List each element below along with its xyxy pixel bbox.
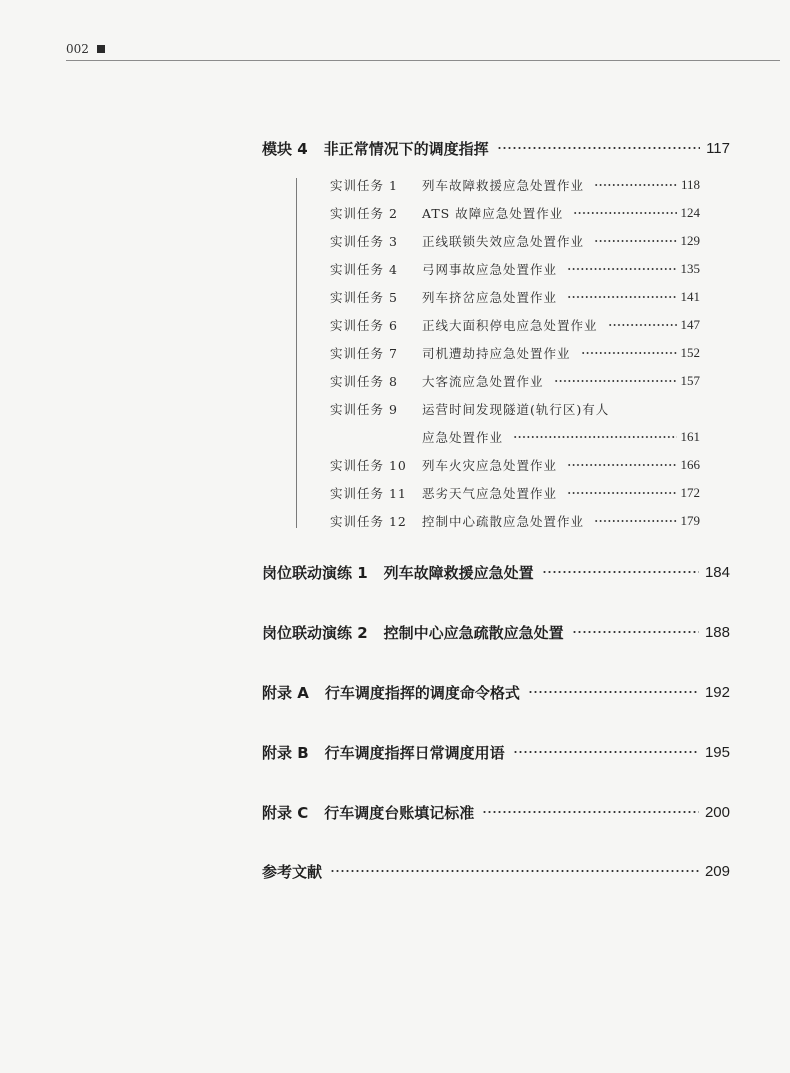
toc-entry-title: 非正常情况下的调度指挥 xyxy=(323,139,489,158)
toc-task-page: 179 xyxy=(680,513,700,528)
toc-entry-title: 控制中心应急疏散应急处置 xyxy=(383,623,564,642)
page-header xyxy=(66,40,780,66)
header-square-icon xyxy=(97,45,105,53)
toc-task-page: 141 xyxy=(680,289,700,304)
toc-task-label: 实训任务 10 xyxy=(330,458,407,473)
toc-task-label: 实训任务 3 xyxy=(330,234,398,249)
toc-entry-module4[interactable] xyxy=(262,137,730,159)
toc-task-page: 161 xyxy=(680,429,700,444)
toc-task-label: 实训任务 11 xyxy=(330,486,407,501)
toc-task-title: 列车挤岔应急处置作业 xyxy=(422,290,558,305)
toc-task-page: 172 xyxy=(680,485,700,500)
toc-task-title: 司机遭劫持应急处置作业 xyxy=(422,346,571,361)
dot-leader xyxy=(554,376,677,386)
dot-leader xyxy=(567,460,676,470)
toc-task-title: ATS 故障应急处置作业 xyxy=(422,206,564,221)
toc-entry-page: 209 xyxy=(704,862,730,880)
toc-task-11[interactable] xyxy=(330,483,700,503)
toc-task-label: 实训任务 5 xyxy=(330,290,398,305)
toc-task-9-continued[interactable] xyxy=(330,427,700,447)
toc-entry-page: 195 xyxy=(704,743,730,761)
dot-leader xyxy=(513,747,699,757)
toc-task-title: 正线大面积停电应急处置作业 xyxy=(422,318,598,333)
toc-task-page: 166 xyxy=(680,457,700,472)
section-bracket-line xyxy=(296,178,297,528)
toc-entry-label: 模块 4 xyxy=(262,139,308,158)
toc-entry-label: 附录 A xyxy=(262,683,309,702)
dot-leader xyxy=(567,488,676,498)
dot-leader xyxy=(528,687,699,697)
toc-task-page: 118 xyxy=(680,177,700,192)
dot-leader xyxy=(608,320,677,330)
toc-entry-page: 192 xyxy=(704,683,730,701)
toc-entry-appendix-c[interactable] xyxy=(262,801,730,823)
toc-entry-label: 岗位联动演练 2 xyxy=(262,623,368,642)
toc-entry-label: 岗位联动演练 1 xyxy=(262,563,368,582)
toc-task-7[interactable] xyxy=(330,343,700,363)
toc-entry-appendix-a[interactable] xyxy=(262,681,730,703)
toc-task-3[interactable] xyxy=(330,231,700,251)
toc-entry-title: 行车调度台账填记标准 xyxy=(324,803,475,822)
dot-leader xyxy=(594,236,676,246)
toc-task-label: 实训任务 1 xyxy=(330,178,398,193)
dot-leader xyxy=(330,866,699,876)
toc-entry-title: 列车故障救援应急处置 xyxy=(383,563,534,582)
toc-task-title: 大客流应急处置作业 xyxy=(422,374,544,389)
toc-entry-page: 184 xyxy=(704,563,730,581)
toc-task-2[interactable] xyxy=(330,203,700,223)
dot-leader xyxy=(482,807,699,817)
toc-task-9[interactable] xyxy=(330,399,700,419)
toc-entry-page: 188 xyxy=(704,623,730,641)
toc-task-page: 124 xyxy=(680,205,700,220)
toc-task-title-continued: 应急处置作业 xyxy=(422,430,504,445)
toc-task-label: 实训任务 12 xyxy=(330,514,407,529)
toc-task-label: 实训任务 8 xyxy=(330,374,398,389)
toc-task-title: 列车火灾应急处置作业 xyxy=(422,458,558,473)
toc-task-4[interactable] xyxy=(330,259,700,279)
toc-entry-title: 行车调度指挥日常调度用语 xyxy=(324,743,505,762)
toc-task-title: 正线联锁失效应急处置作业 xyxy=(422,234,585,249)
toc-entry-drill1[interactable] xyxy=(262,561,730,583)
toc-entry-drill2[interactable] xyxy=(262,621,730,643)
dot-leader xyxy=(594,180,677,190)
toc-entry-title: 行车调度指挥的调度命令格式 xyxy=(324,683,520,702)
toc-entry-references[interactable] xyxy=(262,860,730,882)
page-number: 002 xyxy=(66,42,89,56)
toc-entry-page: 117 xyxy=(706,139,730,157)
toc-task-label: 实训任务 4 xyxy=(330,262,398,277)
toc-task-page: 152 xyxy=(680,345,700,360)
toc-task-10[interactable] xyxy=(330,455,700,475)
toc-task-title: 运营时间发现隧道(轨行区)有人 xyxy=(422,402,610,417)
dot-leader xyxy=(542,567,699,577)
toc-entry-label: 附录 B xyxy=(262,743,309,762)
header-rule xyxy=(66,60,780,61)
dot-leader xyxy=(572,627,699,637)
toc-task-page: 135 xyxy=(680,261,700,276)
toc-task-label: 实训任务 7 xyxy=(330,346,398,361)
dot-leader xyxy=(497,143,700,153)
dot-leader xyxy=(567,292,676,302)
toc-task-12[interactable] xyxy=(330,511,700,531)
dot-leader xyxy=(513,432,676,442)
toc-task-1[interactable] xyxy=(330,175,700,195)
toc-task-title: 弓网事故应急处置作业 xyxy=(422,262,558,277)
toc-task-title: 列车故障救援应急处置作业 xyxy=(422,178,585,193)
toc-entry-label: 附录 C xyxy=(262,803,309,822)
toc-task-title: 控制中心疏散应急处置作业 xyxy=(422,514,585,529)
dot-leader xyxy=(581,348,677,358)
toc-entry-page: 200 xyxy=(704,803,730,821)
toc-task-page: 157 xyxy=(680,373,700,388)
toc-entry-title: 参考文献 xyxy=(262,862,323,881)
toc-task-label: 实训任务 2 xyxy=(330,206,398,221)
toc-task-label: 实训任务 6 xyxy=(330,318,398,333)
toc-task-label: 实训任务 9 xyxy=(330,402,398,417)
toc-task-6[interactable] xyxy=(330,315,700,335)
toc-entry-appendix-b[interactable] xyxy=(262,741,730,763)
toc-task-page: 147 xyxy=(680,317,700,332)
dot-leader xyxy=(594,516,676,526)
dot-leader xyxy=(567,264,676,274)
toc-task-title: 恶劣天气应急处置作业 xyxy=(422,486,558,501)
toc-task-8[interactable] xyxy=(330,371,700,391)
toc-task-page: 129 xyxy=(680,233,700,248)
toc-task-5[interactable] xyxy=(330,287,700,307)
dot-leader xyxy=(573,208,676,218)
